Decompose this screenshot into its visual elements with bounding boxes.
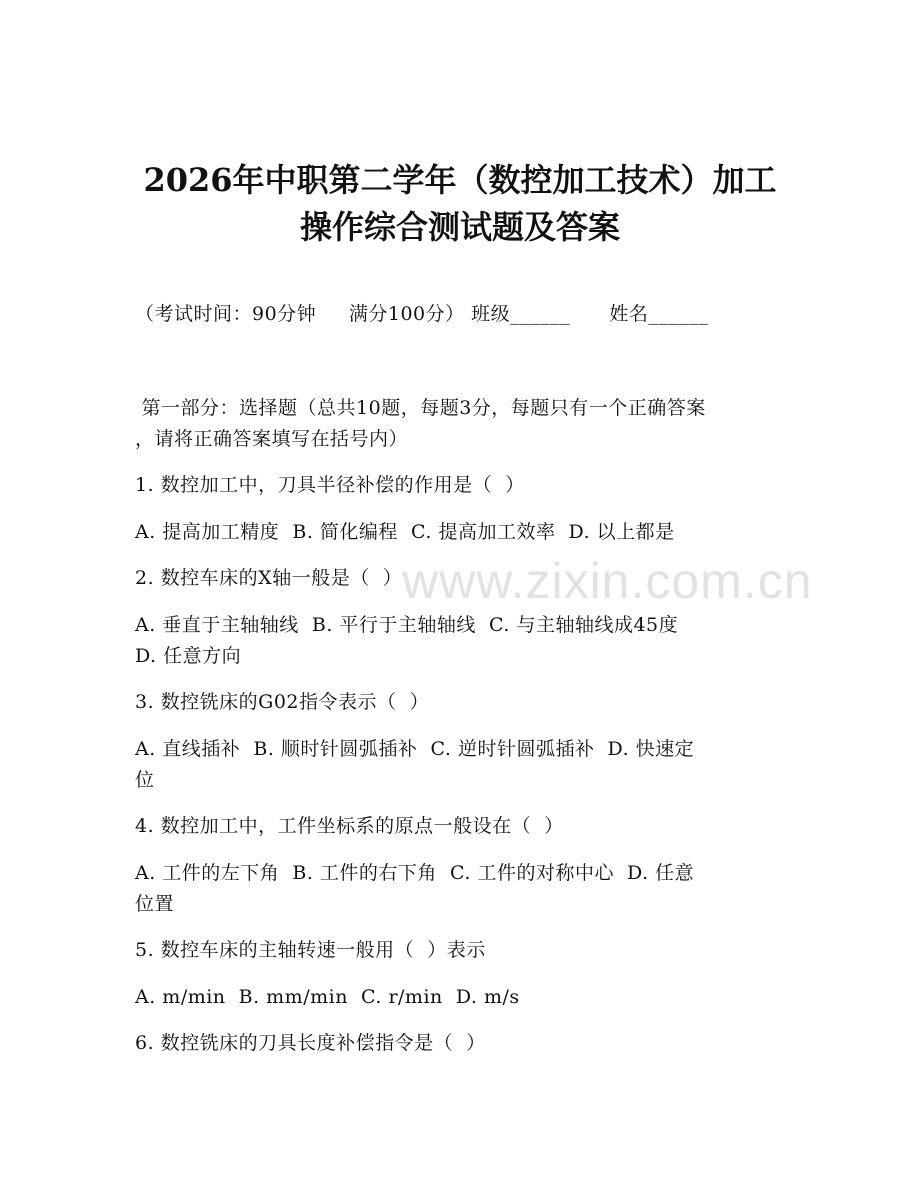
question-5: 5. 数控车床的主轴转速一般用（ ）表示 bbox=[135, 939, 486, 961]
question-3-options-cont: 位 bbox=[135, 769, 155, 791]
title-line-2: 操作综合测试题及答案 bbox=[299, 208, 620, 246]
question-2: 2. 数控车床的X轴一般是（ ） bbox=[135, 567, 403, 589]
question-1-options: A. 提高加工精度 B. 简化编程 C. 提高加工效率 D. 以上都是 bbox=[135, 521, 675, 543]
question-1: 1. 数控加工中，刀具半径补偿的作用是（ ） bbox=[135, 474, 525, 496]
question-5-options: A. m/min B. mm/min C. r/min D. m/s bbox=[135, 986, 520, 1008]
section-heading-line-1: 第一部分：选择题（总共10题，每题3分，每题只有一个正确答案 bbox=[135, 397, 706, 419]
question-6: 6. 数控铣床的刀具长度补偿指令是（ ） bbox=[135, 1032, 486, 1054]
question-4-options-cont: 位置 bbox=[135, 893, 175, 915]
question-2-options: A. 垂直于主轴轴线 B. 平行于主轴轴线 C. 与主轴轴线成45度 bbox=[135, 614, 679, 636]
question-2-options-cont: D. 任意方向 bbox=[135, 645, 242, 667]
exam-info: （考试时间：90分钟 满分100分） 班级______ 姓名______ bbox=[135, 303, 709, 325]
question-4: 4. 数控加工中，工件坐标系的原点一般设在（ ） bbox=[135, 815, 564, 837]
question-4-options: A. 工件的左下角 B. 工件的右下角 C. 工件的对称中心 D. 任意 bbox=[135, 862, 695, 884]
question-3-options: A. 直线插补 B. 顺时针圆弧插补 C. 逆时针圆弧插补 D. 快速定 bbox=[135, 738, 695, 760]
question-3: 3. 数控铣床的G02指令表示（ ） bbox=[135, 691, 430, 713]
watermark: www.zixin.com.cn bbox=[402, 553, 813, 609]
title-line-1: 2026年中职第二学年（数控加工技术）加工 bbox=[143, 161, 777, 199]
section-heading-line-2: ，请将正确答案填写在括号内） bbox=[135, 428, 409, 450]
